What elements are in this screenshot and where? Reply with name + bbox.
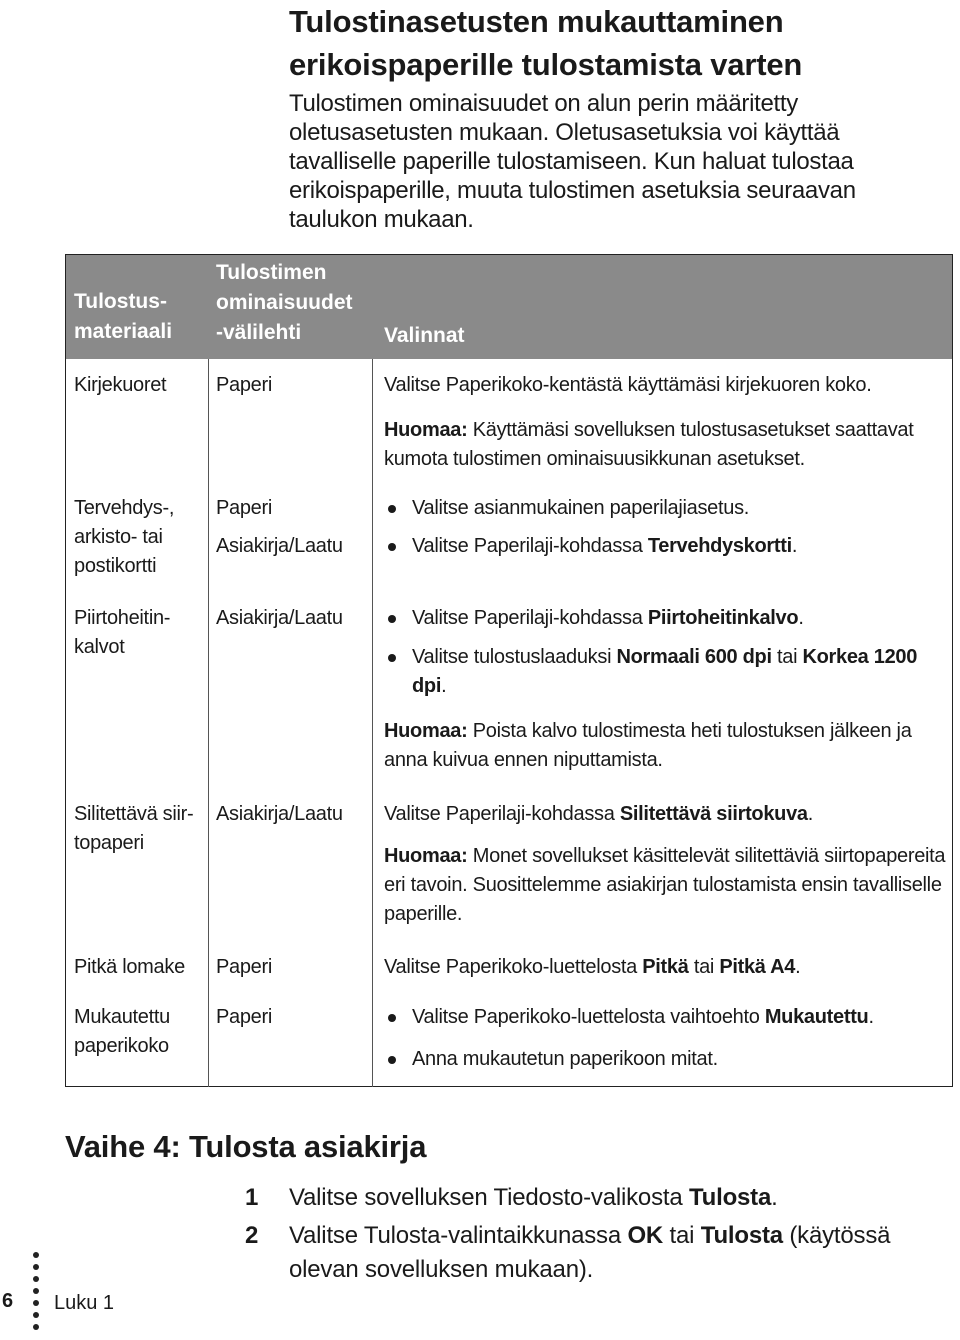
header-tab: Tulostimen ominaisuudet -välilehti — [216, 261, 353, 344]
row1-note: Huomaa: Käyttämäsi sovelluksen tulostusasetukset saattavat kumota tulostimen ominaisuusikkunan asetukset. — [384, 419, 914, 470]
table-header — [66, 255, 952, 359]
row3-note: Huomaa: Poista kalvo tulostimesta heti tulostuksen jälkeen ja anna kuivua ennen niputtamista. — [384, 720, 912, 771]
list-item: Valitse Paperilaji-kohdassa Piirtoheitinkalvo. — [384, 604, 949, 633]
column-divider — [208, 359, 209, 1087]
row6-material: Mukautettu paperikoko — [74, 1006, 170, 1057]
bullet-icon — [388, 654, 396, 662]
step-list — [245, 1181, 945, 1291]
row5-material: Pitkä lomake — [74, 956, 185, 978]
row1-tab: Paperi — [216, 374, 273, 396]
row4-material: Silitettävä siir- topaperi — [74, 803, 194, 854]
row5-options: Valitse Paperikoko-luettelosta Pitkä tai Pitkä A4. — [384, 956, 801, 978]
bullet-icon — [388, 543, 396, 551]
list-item: Valitse Paperilaji-kohdassa Tervehdyskortti. — [384, 532, 949, 561]
bullet-icon — [388, 1056, 396, 1064]
section-title-line2: erikoispaperille tulostamista varten — [289, 47, 803, 82]
header-material: Tulostus- materiaali — [74, 290, 173, 343]
row3-options — [384, 604, 949, 775]
list-item: Anna mukautetun paperikoon mitat. — [384, 1045, 949, 1074]
list-item: Valitse asianmukainen paperilajiasetus. — [384, 494, 949, 523]
row3-tab: Asiakirja/Laatu — [216, 607, 343, 629]
row2-options — [384, 494, 949, 561]
settings-table — [65, 254, 953, 1087]
bullet-icon — [388, 1014, 396, 1022]
step-item-2: 2 Valitse Tulosta-valintaikkunassa OK tai Tulosta (käytössä olevan sovelluksen mukaan). — [245, 1222, 891, 1283]
row4-note: Huomaa: Monet sovellukset käsittelevät silitettäviä siirtopapereita eri tavoin. Suosittelemme asiakirjan tulostamista ensin tavalliselle paperille. — [384, 845, 946, 925]
row5-tab: Paperi — [216, 956, 273, 978]
bullet-icon — [388, 615, 396, 623]
intro-paragraph: Tulostimen ominaisuudet on alun perin määritetty oletusasetusten mukaan. Oletusasetuksia voi käyttää tavalliselle paperille tulostamiseen. Kun haluat tulostaa erikoispaperille, muuta tulostimen asetuksia seuraavan taulukon mukaan. — [289, 90, 856, 233]
step-item-1: 1 Valitse sovelluksen Tiedosto-valikosta Tulosta. — [245, 1184, 778, 1211]
row2-material: Tervehdys-, arkisto- tai postikortti — [74, 497, 175, 577]
row1-material: Kirjekuoret — [74, 374, 167, 396]
page-number: 6 — [2, 1290, 14, 1312]
row3-material: Piirtoheitin- kalvot — [74, 607, 171, 658]
row1-options: Valitse Paperikoko-kentästä käyttämäsi kirjekuoren koko. Huomaa: Käyttämäsi sovelluksen tulostusasetukset saattavat kumota tulostimen ominaisuusikkunan asetukset. — [384, 371, 949, 474]
row6-options — [384, 1003, 949, 1074]
chapter-label: Luku 1 — [54, 1292, 115, 1314]
row6-tab: Paperi — [216, 1006, 273, 1028]
row4-options: Valitse Paperilaji-kohdassa Silitettävä siirtokuva. Huomaa: Monet sovellukset käsittelevät silitettäviä siirtopapereita eri tavoin. Suosittelemme asiakirjan tulostamista ensin tavalliselle paperille. — [384, 800, 949, 929]
list-item: Valitse tulostuslaaduksi Normaali 600 dpi tai Korkea 1200 dpi. — [384, 643, 949, 701]
dot-divider-icon — [33, 1252, 41, 1336]
bullet-icon — [388, 505, 396, 513]
row2-tab: Paperi Asiakirja/Laatu — [216, 497, 343, 557]
step4-heading: Vaihe 4: Tulosta asiakirja — [65, 1129, 427, 1164]
row4-tab: Asiakirja/Laatu — [216, 803, 343, 825]
header-options: Valinnat — [384, 324, 465, 347]
column-divider — [372, 359, 373, 1087]
section-title — [289, 0, 929, 86]
list-item: Valitse Paperikoko-luettelosta vaihtoehto Mukautettu. — [384, 1003, 949, 1032]
section-title-line1: Tulostinasetusten mukauttaminen — [289, 4, 784, 39]
